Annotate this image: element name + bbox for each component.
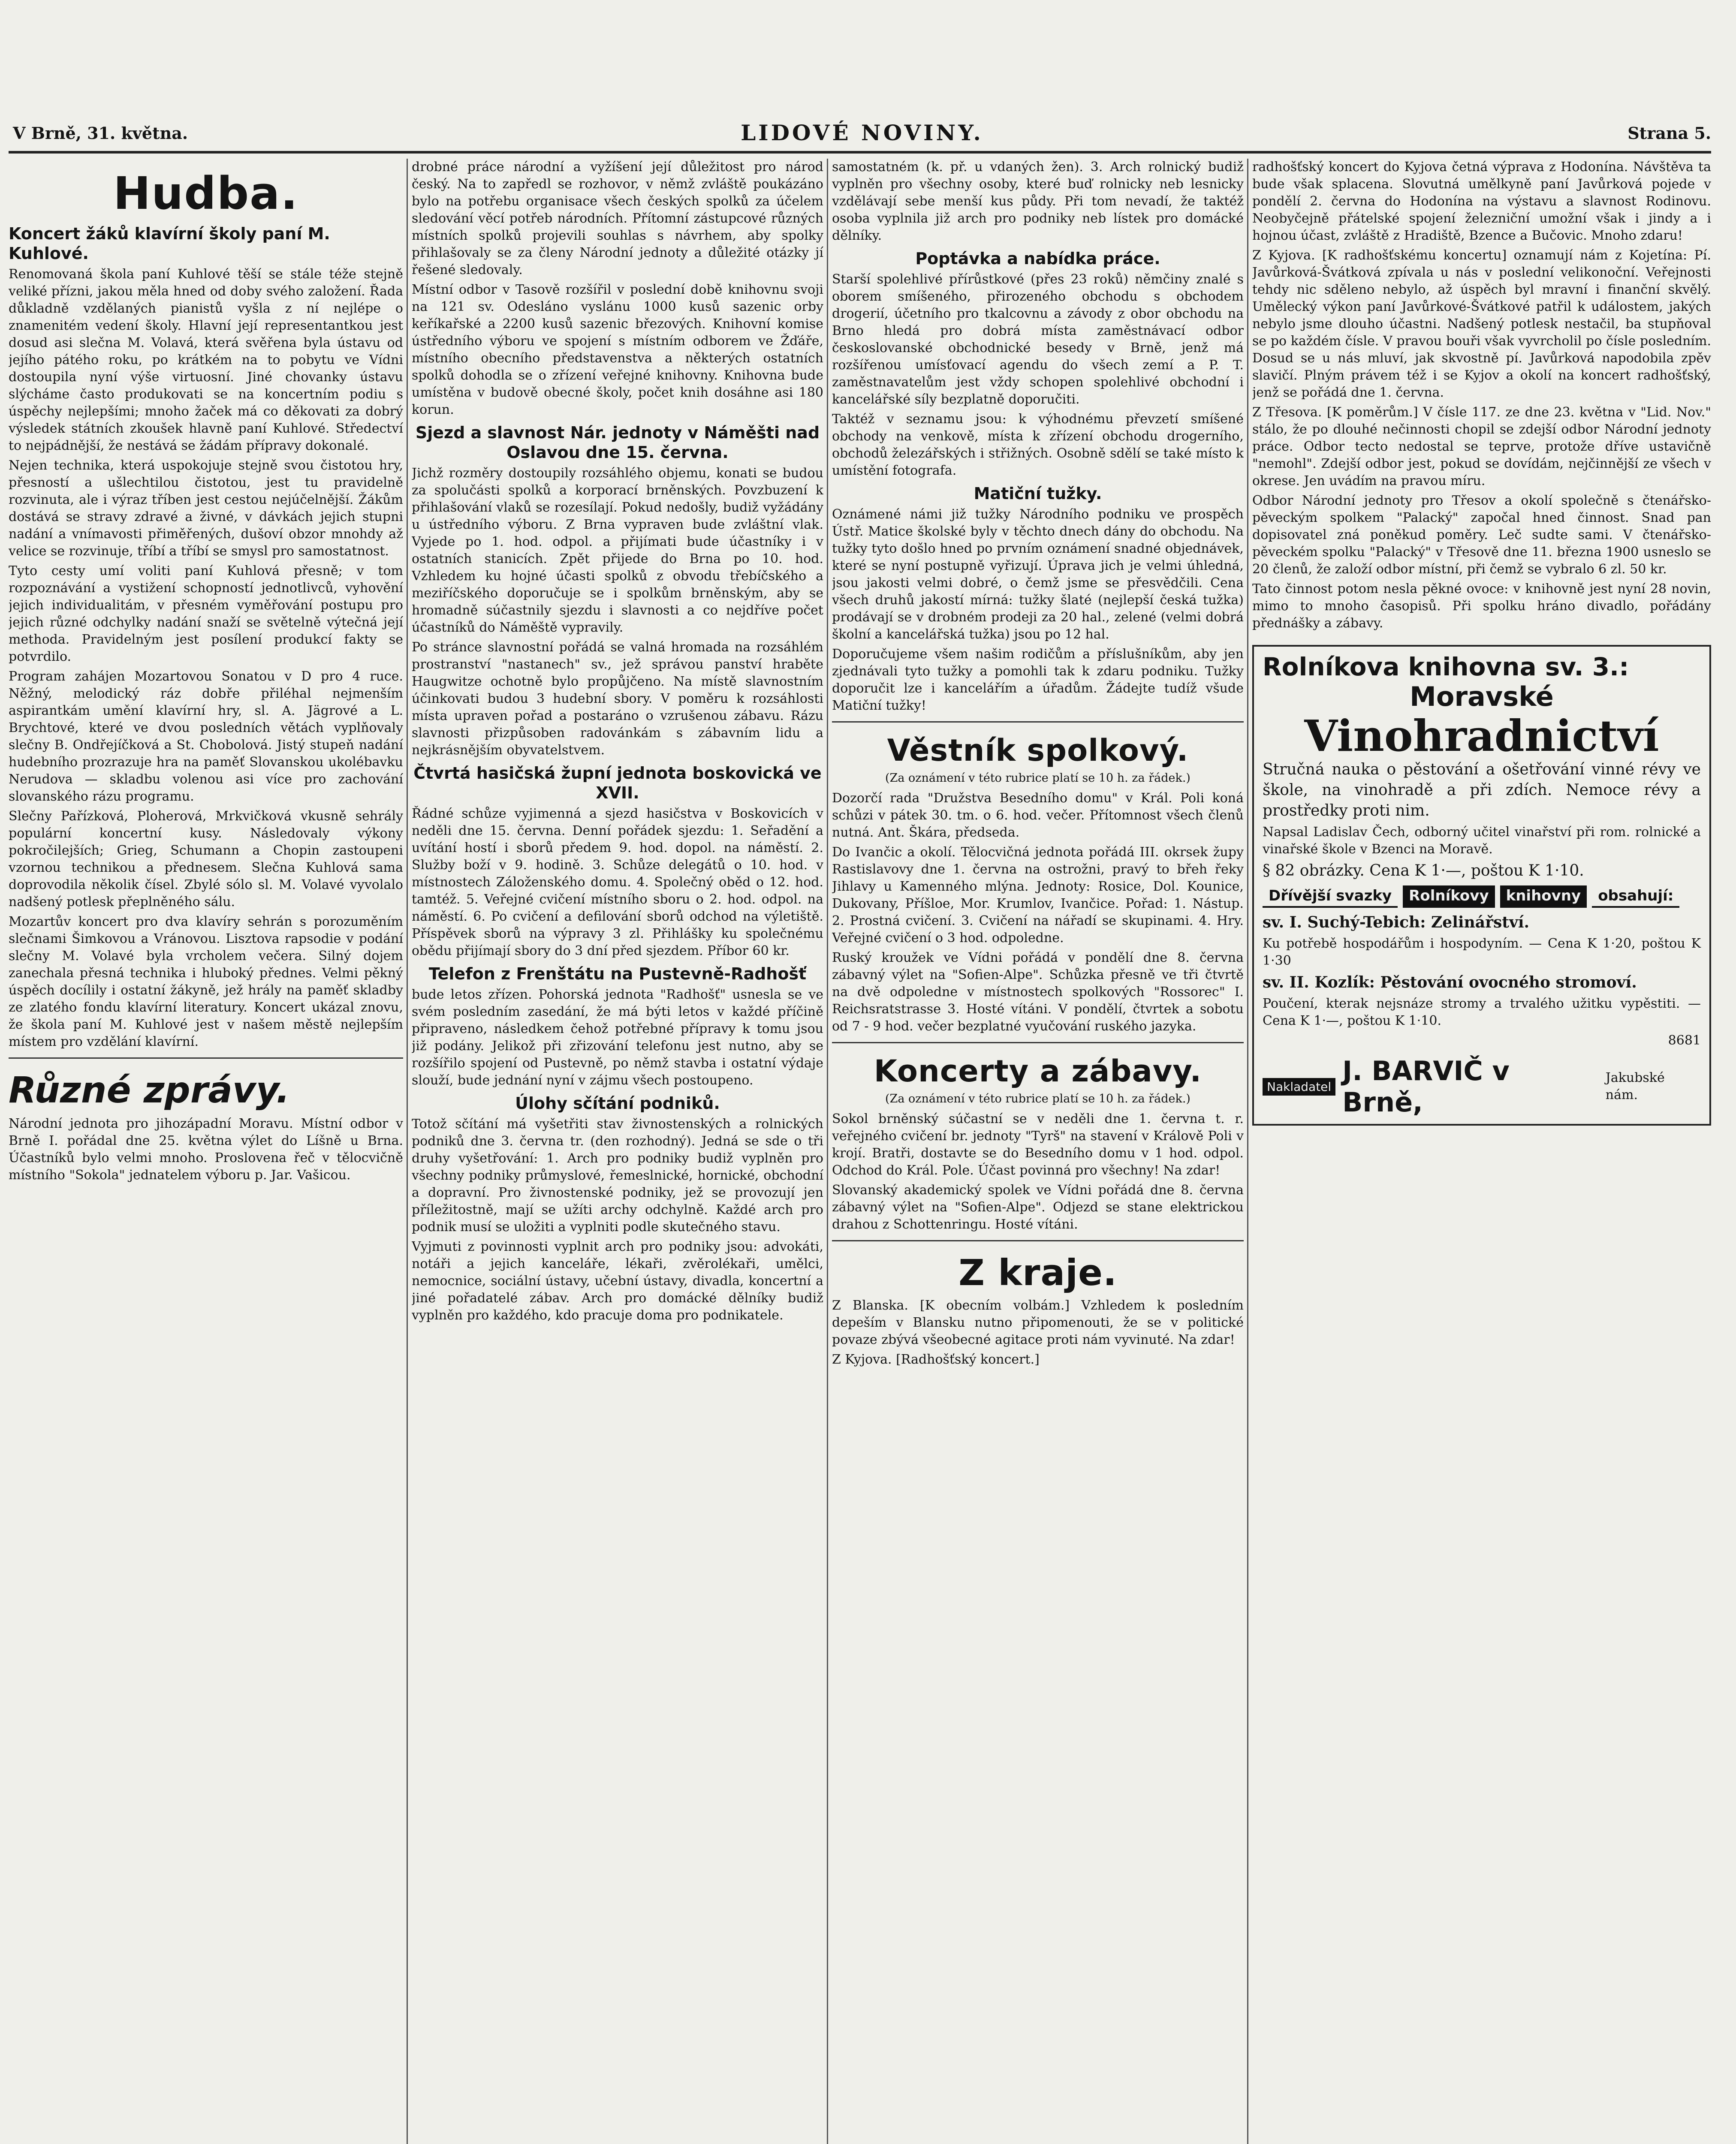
section-title-music: Hudba.: [113, 167, 298, 220]
article-paragraph: radhošťský koncert do Kyjova četná výprava z Hodonína. Návštěva ta bude však splacena. Slovutná umělkyně paní Javůrková pojede v pondělí 2. června do Hodonína na výstavu a slavnost Rodinovu. Neobyčejně přátelské spojení železniční umožní však i jindy a i hojnou účast, zvláště z Hradiště, Bzence a Bučovic. Mnoho zdaru!: [1252, 160, 1711, 243]
page-number: Strana 5.: [1628, 123, 1711, 143]
publisher-badge: Nakladatel: [1263, 1078, 1335, 1096]
ad-chip: obsahují:: [1592, 885, 1679, 908]
ad-chip: Dřívější svazky: [1263, 885, 1398, 908]
article-paragraph: Taktéž v seznamu jsou: k výhodnému převzetí smíšené obchody na venkově, místa k zřízení obchodu drogerního, obchodů železářských i střižných. Osobně sdělí se také místo k umístění fotografa.: [832, 412, 1244, 478]
article-paragraph: Sokol brněnský súčastní se v neděli dne 1. června t. r. veřejného cvičení br. jednoty "Tyrš" na stavení v Králově Poli v krojí. Bratři, dostavte se do Besedního domu v 1 hod. odpol. Odchod do Král. Pole. Účast povinná pro všechny! Na zdar!: [832, 1111, 1244, 1178]
section-rule: [9, 1057, 403, 1059]
article-title-sjezd: Sjezd a slavnost Nár. jednoty v Náměšti nad Oslavou dne 15. června.: [415, 423, 820, 462]
article-paragraph: Z Kyjova. [Radhošťský koncert.]: [832, 1352, 1040, 1367]
section-rule: [832, 1042, 1244, 1043]
article-paragraph: Místní odbor v Tasově rozšířil v poslední době knihovnu svoji na 121 sv. Odesláno vyslánu 1000 kusů sazenic orby keříkařské a 2200 kusů sazenic březových. Knihovní komise ústředního výboru ve spojení s místním odborem ve Žďáře, místního obecního představenstva a některých ostatních spolků dohodla se o zřízení veřejné knihovny. Knihovna bude umístěna v budově obecné školy, počet knih dosáhne asi 180 korun.: [412, 282, 823, 417]
ad-volume-title: sv. II. Kozlík: Pěstování ovocného stromoví.: [1263, 973, 1637, 991]
article-title-tuzky: Matiční tužky.: [973, 484, 1102, 503]
rubric-note: (Za oznámení v této rubrice platí se 10 h. za řádek.): [885, 1092, 1190, 1105]
ad-chip: knihovny: [1500, 885, 1587, 908]
article-paragraph: Renomovaná škola paní Kuhlové těší se stále téže stejně veliké přízni, jakou měla hned od doby svého založení. Řada důkladně vzdělaných pianistů vyšla z ní nejlépe o znamenitém vedení školy. Hlavní její representantkou jest dosud asi slečna M. Volavá, která svěřena byla ústavu od jejího pátého roku, po krátkém na to pobytu ve Vídni dostoupila nyní výše virtuosní. Jiné chovanky ústavu slýcháme často produkovati se na koncertním podiu s úspěchy nejlepšími; mnoho žaček má co děkovati za dobrý výsledek státních zkoušek hlavně paní Kuhlové. Středectví to nejpádnější, že nestává se žádám přípravy dokonalé.: [9, 267, 403, 453]
article-paragraph: Mozartův koncert pro dva klavíry sehrán s porozuměním slečnami Šimkovou a Vránovou. Lisztova rapsodie v podání slečny M. Volavé byla vrcholem večera. Silný dojem zanechala přesná technika i hluboký přednes. Velmi pěkný úspěch docílily i ostatní žákyně, jež hrály na paměť skladby ze zlatého fondu klavírní literatury. Koncert ukázal znovu, že škola paní M. Kuhlové jest v našem městě nejlepším místem pro vzdělání klavírní.: [9, 914, 403, 1049]
article-paragraph: drobné práce národní a vyžíšení její důležitost pro národ český. Na to zapředl se rozhovor, v němž zvláště poukázáno bylo na potřebu organisace všech českých spolků za účelem sledování věcí potřeb národních. Přítomní zástupcové různých místních spolků projevili souhlas s návrhem, aby spolky přihlašovaly se za členy Národní jednoty a důležité otázky jí řešené sledovaly.: [412, 160, 823, 277]
article-paragraph: Jichž rozměry dostoupily rozsáhlého objemu, konati se budou za spolučásti spolků a korporací brněnských. Povzbuzení k přihlašování vlaků se rozesílají. Pokud nedošly, budiž vyžádány u ústředního výboru. Z Brna vypraven bude zvláštní vlak. Vyjede po 1. hod. odpol. a přijímati bude účastníky i v ostatních stanicích. Zpět přijede do Brna po 10. hod. Vzhledem ku hojné účasti spolků z obvodu třebíčského a meziříčského doporučuje se i spolkům brněnským, aby se hromadně súčastnily sjezdu i slavnosti a co nejdříve počet účastníků do Náměště vypravily.: [412, 466, 823, 635]
article-paragraph: Řádné schůze vyjimenná a sjezd hasičstva v Boskovicích v neděli dne 15. června. Denní pořádek sjezdu: 1. Seřadění a uvítání hostí i sborů předem 9. hod. dopol. na náměstí. 2. Služby boží v 9. hodině. 3. Schůze delegátů o 10. hod. v místnostech Záloženského domu. 4. Společný oběd o 12. hod. tamtéž. 5. Veřejné cvičení místního sboru o 2. hod. odpol. na náměstí. 6. Po cvičení a defilování sborů odchod na výletiště. Příspěvek sborů na výpravy 3 zl. Přihlášky ku společnému obědu přijímají sbory do 3 dní před sjezdem. Příbor 60 kr.: [412, 806, 823, 958]
rubric-note: (Za oznámení v této rubrice platí se 10 h. za řádek.): [885, 771, 1190, 785]
article-paragraph: Program zahájen Mozartovou Sonatou v D pro 4 ruce. Něžný, melodický ráz dobře přiléhal nejmenším aspirantkám umění klavírní hry, sl. A. Jägrové a L. Brychtové, které ve dvou posledních větách vyplňovaly slečny B. Ondřejíčková a St. Chobolová. Jistý stupeň nadání hudebního prozrazuje hra na paměť Slovanskou ukolébavku Nerudova — skladbu volenou asi více pro zachování slovanského rázu programu.: [9, 669, 403, 804]
article-paragraph: Z Třesova. [K poměrům.] V čísle 117. ze dne 23. května v "Lid. Nov." stálo, že po dlouhé nečinnosti chopil se zdejší odbor Národní jednoty práce. Odbor tecto nedostal se teprve, protože dříve ustavičně "nemohl". Zdejší odbor jest, pokud se dovídám, nejčinnější ze všech v okrese. Jen uvádím na pravou míru.: [1252, 405, 1711, 488]
article-paragraph: Vyjmuti z povinnosti vyplnit arch pro podniky jsou: advokáti, notáři a jejich kanceláře, lékaři, zvěrolékaři, umělci, nemocnice, sociální ústavy, učební ústavy, divadla, koncertní a jiné pořadatelé zábav. Arch pro domácké dělníky budiž vyplněn pro každého, kdo pracuje doma pro podnikatele.: [412, 1239, 823, 1323]
section-rule: [832, 721, 1244, 723]
article-paragraph: Tato činnost potom nesla pěkné ovoce: v knihovně jest nyní 28 novin, mimo to mnoho časopisů. Při spolku hráno divadlo, pořádány přednášky a zábavy.: [1252, 581, 1711, 631]
article-paragraph: Dozorčí rada "Družstva Besedního domu" v Král. Poli koná schůzi v pátek 30. tm. o 6. hod. večer. Přítomnost všech členů nutná. Ant. Škára, předseda.: [832, 791, 1244, 840]
article-paragraph: Z Kyjova. [K radhošťskému koncertu] oznamují nám z Kojetína: Pí. Javůrková-Švátková zpívala u nás v poslední velikonoční. Veřejnosti tehdy nic sděleno nebylo, až úspěch byl mravní i finanční skvělý. Umělecký výkon paní Javůrkové-Švátkové patřil k událostem, jakých nebylo jsme dlouho účastni. Nadšený potlesk nestačil, ba stupňoval se po každém čísle. V pravou bouři však vyvrcholil po čísle posledním. Dosud se u nás mluví, jak skvostně pí. Javůrková napodobila zpěv slavičí. Plným právem též i se Kyjov a okolí na koncert radhošťský, jenž se pořádá dne 1. června.: [1252, 248, 1711, 400]
ad-author: Napsal Ladislav Čech, odborný učitel vinařství při rom. rolnické a vinařské škole v Bzenci na Moravě.: [1263, 825, 1701, 857]
ad-chip: Rolníkovy: [1403, 885, 1495, 908]
article-paragraph: Starší spolehlivé přírůstkové (přes 23 roků) němčiny znalé s oborem smíšeného, přirozeného obchodu s obchodem drogerií, účetního pro tkalcovnu a závody z obor obchodu na Brno hledá pro dobrá místa zaměstnávací odbor českoslovanské obchodnické besedy v Brně, jenž má rozšířenou umísťovací agendu do všech zemí a P. T. zaměstnavatelům jest vždy schopen spolehlivé obchodní i kancelářské síly bezplatně doporučiti.: [832, 272, 1244, 407]
newspaper-title: LIDOVÉ NOVINY.: [741, 120, 983, 145]
ad-volumes-label: [1263, 885, 1701, 908]
section-title-kraje: Z kraje.: [958, 1252, 1117, 1294]
ad-volume-title: sv. I. Suchý-Tebich: Zelinářství.: [1263, 913, 1530, 931]
column-divider: [827, 159, 828, 2144]
article-paragraph: Ruský kroužek ve Vídni pořádá v pondělí dne 8. června zábavný výlet na "Sofien-Alpe". Schůzka přesně ve tři čtvrtě na dvě odpoledne v místnostech spolkových "Rossorec" I. Reichsratstrasse 3. Hosté vítáni. V pondělí, čtvrtek a sobotu od 7 - 9 hod. večer bezplatné vyučování ruského jazyka.: [832, 950, 1244, 1034]
ad-volume-desc: Poučení, kterak nejsnáze stromy a trvalého užitku vypěstiti. — Cena K 1·—, poštou K 1·10.: [1263, 996, 1701, 1028]
column-divider: [407, 159, 408, 2144]
book-advertisement: [1252, 645, 1711, 1126]
ad-description: Stručná nauka o pěstování a ošetřování vinné révy ve škole, na vinohradě a při zdích. Nemoce révy a prostředky proti nim.: [1263, 761, 1701, 819]
article-paragraph: Z Blanska. [K obecním volbám.] Vzhledem k posledním depeším v Blansku nutno připomenouti, že se v politické povaze zbývá všeobecné agitace proti nám vyvinuté. Na zdar!: [832, 1298, 1244, 1347]
article-paragraph: Odbor Národní jednoty pro Třesov a okolí společně s čtenářsko-pěveckým spolkem "Palacký" započal hned činnost. Snad pan dopisovatel zná poněkud poměry. Leč sudte sami. V čtenářsko-pěveckém spolku "Palacký" v Třesově dne 11. března 1900 usneslo se 20 členů, že založí odbor místní, při čemž se vybralo 6 zl. 50 kr.: [1252, 493, 1711, 577]
article-paragraph: Do Ivančic a okolí. Tělocvičná jednota pořádá III. okrsek župy Rastislavovy dne 1. června na ostrožni, pravý to břeh řeky Jihlavy u Kamenného mlýna. Jednoty: Rosice, Dol. Kounice, Dukovany, Příšloe, Mor. Krumlov, Ivančice. Pořad: 1. Nástup. 2. Prostná cvičení. 3. Cvičení na nářadí se skupinami. 4. Hry. Veřejné cvičení o 3 hod. odpoledne.: [832, 845, 1244, 946]
article-paragraph: Totož sčítání má vyšetřiti stav živnostenských a rolnických podniků dne 3. června tr. (den rozhodný). Jedná se sde o tři druhy vyšetřování: 1. Arch pro podniky budiž vyplněn pro všechny podniky průmyslové, řemeslnické, hornické, obchodní a dopravní. Pro živnostenské podniky, jež se provozují jen příležitostně, mají se užíti archy odchylně. Každé arch pro podnik musí se uložiti a vyplniti podle skutečného stavu.: [412, 1117, 823, 1235]
article-paragraph: Slečny Pařízková, Ploherová, Mrkvičková vkusně sehrály populární koncertní kusy. Následovaly výkony pokročilejších; Grieg, Schumann a Chopin zastoupeni vzornou technikou a přednesem. Slečna Kuhlová sama doprovodila několik čísel. Zbylé sólo sl. M. Volavé vyvolalo nadšený potlesk přeplněného sálu.: [9, 809, 403, 909]
article-title-concert: Koncert žáků klavírní školy paní M. Kuhlové.: [9, 224, 330, 263]
ad-book-title: Vinohradnictví: [1304, 711, 1659, 761]
article-title-scitani: Úlohy sčítání podniků.: [515, 1094, 720, 1113]
ad-publisher: [1263, 1055, 1701, 1118]
article-paragraph: bude letos zřízen. Pohorská jednota "Radhošť" usnesla se ve svém posledním zasedání, že má býti letos v každé příčině připraveno, následkem čehož potřebné přípravy k tomu jsou již podány. Jelikož při zřizování telefonu jest nutno, aby se rozšířilo spojení od Pustevně, po němž stavba i ostatní výdaje slouží, bude jednání nyní v zájmu všech postoupeno.: [412, 987, 823, 1088]
ad-series-title: Rolníkova knihovna sv. 3.:: [1263, 652, 1629, 681]
ad-subtitle: Moravské: [1410, 681, 1554, 712]
page-header: [13, 116, 1711, 154]
column-1: [9, 159, 403, 2144]
column-2: [412, 159, 823, 2144]
section-title-vestnik: Věstník spolkový.: [887, 733, 1189, 768]
article-paragraph: Tyto cesty umí voliti paní Kuhlová přesně; v tom rozpoznávání a vystižení schopností jednotlivců, vyhovění jejich individualitám, v přesném vyměřování postupu pro jejich různé odchylky nadání snaží se světelně výtečná její methoda. Pravidelným jest posílení produkcí fakty se potvrdilo.: [9, 563, 403, 664]
article-paragraph: Doporučujeme všem našim rodičům a příslušníkům, aby jen zjednávali tyto tužky a pomohli tak k zdaru podniku. Tužky doporučit lze i kancelářím a úřadům. Žádejte tudíž všude Matiční tužky!: [832, 647, 1244, 713]
ad-price: § 82 obrázky. Cena K 1·—, poštou K 1·10.: [1263, 862, 1584, 879]
article-paragraph: Po stránce slavnostní pořádá se valná hromada na rozsáhlém prostranství "nastanech" sv., jež správou panství hraběte Haugwitze ochotně bylo propůjčeno. Na místě slavnostním účinkovati budou 3 hudební sbory. V poměru k rozsáhlosti místa upraven pořad a postaráno o vzrušenou zábavu. Rázu slavnosti přizpůsoben radovánkám s zábavním lidu a nejkrásnějším obyvatelstvem.: [412, 640, 823, 758]
article-paragraph: Slovanský akademický spolek ve Vídni pořádá dne 8. června zábavný výlet na "Sofien-Alpe". Odjezd se stane elektrickou drahou z Schottenringu. Hosté vítáni.: [832, 1183, 1244, 1232]
section-title-koncerty: Koncerty a zábavy.: [874, 1054, 1202, 1089]
issue-date: V Brně, 31. května.: [13, 123, 188, 143]
article-paragraph: Národní jednota pro jihozápadní Moravu. Místní odbor v Brně I. pořádal dne 25. května výlet do Líšně u Brna. Účastníků bylo velmi mnoho. Proslovena řeč v tělocvičně místního "Sokola" jednatelem výboru p. Jar. Vašicou.: [9, 1116, 403, 1183]
column-3: [832, 159, 1244, 2144]
article-title-hasici: Čtvrtá hasičská župní jednota boskovická ve XVII.: [413, 764, 822, 802]
column-divider: [1247, 159, 1248, 2144]
section-rule: [832, 1240, 1244, 1241]
article-title-poptavka: Poptávka a nabídka práce.: [915, 249, 1160, 268]
publisher-name: J. BARVIČ v Brně,: [1342, 1055, 1510, 1118]
header-rule: [9, 151, 1711, 154]
article-title-telefon: Telefon z Frenštátu na Pustevně-Radhošť: [428, 964, 807, 983]
article-paragraph: Oznámené námi již tužky Národního podniku ve prospěch Ústř. Matice školské byly v těchto dnech dány do obchodu. Na tužky tyto došlo hned po prvním oznámení snadné objednávek, které se nyní postupně vyřizují. Úprava jich je velmi úhledná, jsou jakosti velmi dobré, o čemž jsme se přesvědčili. Cena všech druhů jakostí mírná: tužky šlaté (nejlepší česká tužka) prodávají se v drobném prodeji za 20 hal., zelené (velmi dobrá školní a kancelářská tužka) jsou po 12 hal.: [832, 507, 1244, 642]
ad-volume-desc: Ku potřebě hospodářům i hospodyním. — Cena K 1·20, poštou K 1·30: [1263, 936, 1701, 968]
section-title-news: Různé zprávy.: [9, 1069, 290, 1111]
article-paragraph: samostatném (k. př. u vdaných žen). 3. Arch rolnický budiž vyplněn pro všechny osoby, které buď rolnicky neb lesnicky vzdělávají sebe menší kus půdy. Při tom nevadí, že taktéž osoba vyplnila již arch pro podniky neb lístek pro domácké dělníky.: [832, 160, 1244, 243]
publisher-address: Jakubské nám.: [1605, 1070, 1665, 1102]
ad-code: 8681: [1668, 1033, 1701, 1048]
article-paragraph: Nejen technika, která uspokojuje stejně svou čistotou hry, přesností a ušlechtilou čistotou, jest tu pravidelně rozvinuta, ale i výraz tříben jest cestou nejúčelnější. Žákům dostává se stravy zdravé a živné, v dávkách jejich stupni nadání a vnímavosti přiměřených, dušoví obzor mnohdy až velice se rozvinuje, tříbí a tříbí se smysl pro samostatnost.: [9, 458, 403, 559]
column-4: [1252, 159, 1711, 2144]
